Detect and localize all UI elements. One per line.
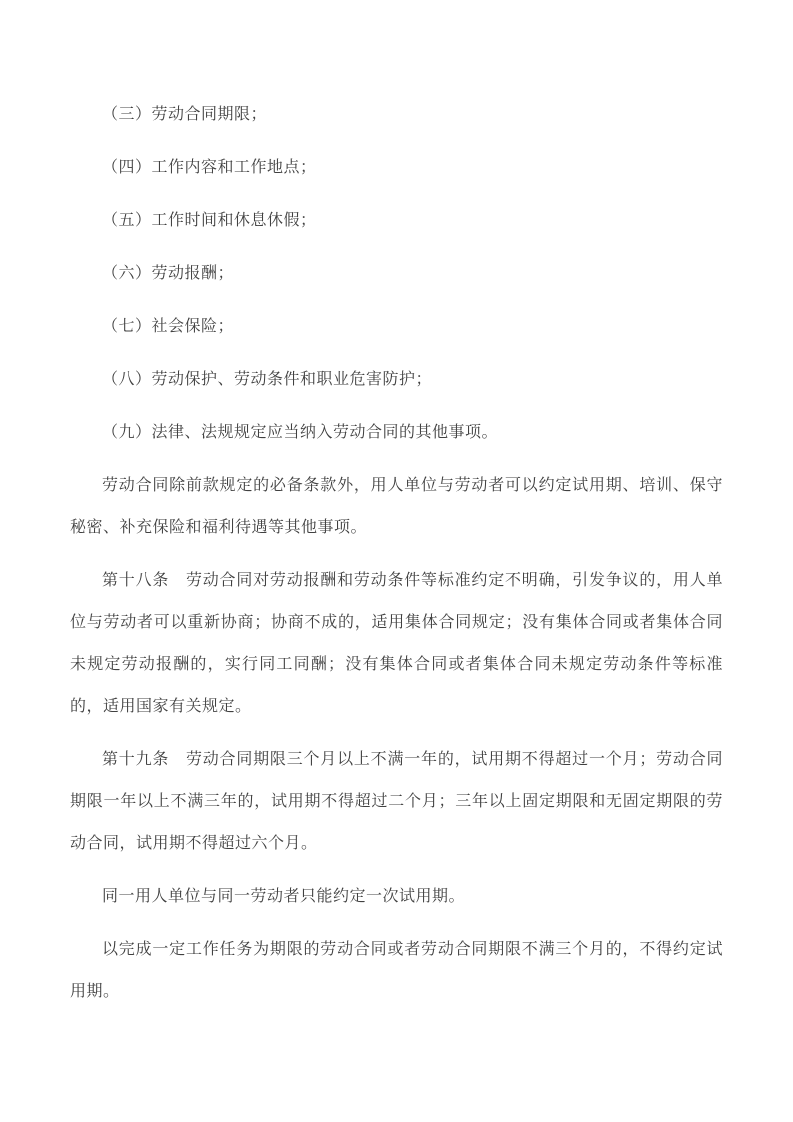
clause-item-6: （六）劳动报酬； (102, 265, 235, 282)
para-single-probation: 同一用人单位与同一劳动者只能约定一次试用期。 (102, 888, 466, 905)
clause-item-4: （四）工作内容和工作地点； (102, 159, 317, 176)
article-19: 第十九条 劳动合同期限三个月以上不满一年的，试用期不得超过一个月；劳动合同期限一年以上不满三年的，试用期不得超过二个月；三年以上固定期限和无固定期限的劳动合同，试用期不得超过六个月。 (70, 751, 723, 852)
clause-item-7: （七）社会保险； (102, 318, 235, 335)
para-task-term-contract: 以完成一定工作任务为期限的劳动合同或者劳动合同期限不满三个月的，不得约定试用期。 (70, 941, 723, 1000)
clause-item-8: （八）劳动保护、劳动条件和职业危害防护； (102, 371, 433, 388)
clause-item-3: （三）劳动合同期限； (102, 106, 268, 123)
clause-item-5: （五）工作时间和休息休假； (102, 212, 317, 229)
article-18: 第十八条 劳动合同对劳动报酬和劳动条件等标准约定不明确，引发争议的，用人单位与劳动者可以重新协商；协商不成的，适用集体合同规定；没有集体合同或者集体合同未规定劳动报酬的，实行同工同酬；没有集体合同或者集体合同未规定劳动条件等标准的，适用国家有关规定。 (70, 572, 723, 715)
document-body (70, 94, 723, 1024)
clause-item-9: （九）法律、法规规定应当纳入劳动合同的其他事项。 (102, 424, 499, 441)
para-optional-terms: 劳动合同除前款规定的必备条款外，用人单位与劳动者可以约定试用期、培训、保守秘密、补充保险和福利待遇等其他事项。 (70, 477, 723, 536)
